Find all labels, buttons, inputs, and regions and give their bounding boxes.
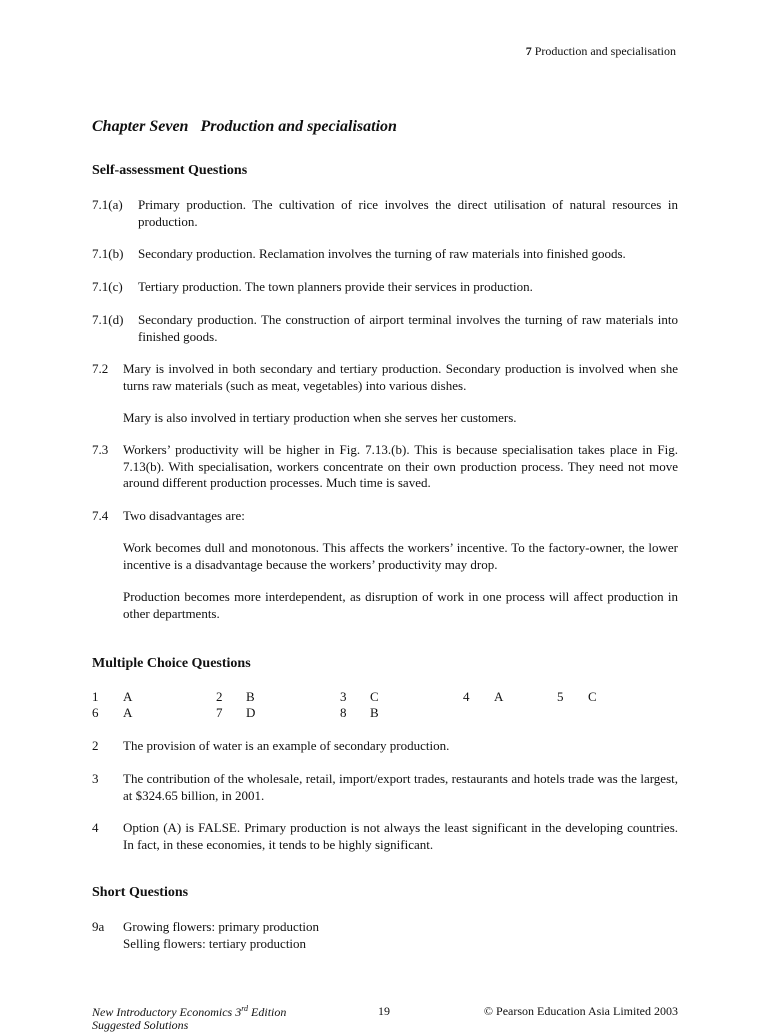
sa-item-7-1d [92,312,678,345]
mc-answer-row-1 [92,689,692,706]
mc-question-number: 2 [216,689,223,704]
sa-item-number: 7.1(b) [92,246,124,261]
mc-explanation-number: 4 [92,820,99,835]
mc-answer: C [370,689,379,704]
mc-answer: A [123,689,133,704]
mc-explanation-text: The contribution of the wholesale, retail, import/export trades, restaurants and hotels trade was the largest, at $324.65 billion, in 2001. [123,771,678,803]
short-question-answer [123,919,678,952]
mc-answer: B [370,705,379,720]
chapter-label: Chapter Seven [92,118,189,135]
short-question-line-1: Growing flowers: primary production [123,919,320,934]
mc-explanation-4 [92,820,678,853]
mc-explanation-text: Option (A) is FALSE. Primary production is not always the least significant in the developing countries. In fact, in these economies, it tends to be highly significant. [123,820,678,852]
mc-answer: A [494,689,504,704]
sa-item-7-4-disadvantage-1: Work becomes dull and monotonous. This affects the workers’ incentive. To the factory-owner, the lower incentive is a disadvantage because the workers’ productivity may drop. [123,540,678,572]
mc-question-number: 4 [463,689,470,704]
mc-question-number: 7 [216,705,223,720]
sa-item-7-2-continuation: Mary is also involved in tertiary production when she serves her customers. [123,410,517,425]
mc-explanation-number: 3 [92,771,99,786]
footer-book-name: New Introductory Economics 3 [92,1005,242,1019]
mc-explanation-2 [92,738,678,755]
sa-item-number: 7.1(d) [92,312,124,327]
short-question-9a [92,919,678,952]
sa-item-text: Secondary production. The construction of airport terminal involves the turning of raw materials into finished goods. [138,312,678,344]
running-head-chapter-number: 7 [525,44,532,58]
running-head-title: Production and specialisation [534,44,676,58]
sa-item-text: Primary production. The cultivation of rice involves the direct utilisation of natural resources in production. [138,197,678,229]
sa-item-number: 7.4 [92,508,109,523]
mc-explanation-3 [92,771,678,804]
running-head [526,44,676,59]
footer-page-number: 19 [378,1004,390,1018]
multiple-choice-heading: Multiple Choice Questions [92,656,251,671]
mc-explanation-text: The provision of water is an example of secondary production. [123,738,450,753]
sa-item-text: Mary is involved in both secondary and tertiary production. Secondary production is involved when she turns raw materials (such as meat, vegetables) into various dishes. [123,361,678,393]
mc-question-number: 1 [92,689,99,704]
sa-item-7-1b [92,246,678,263]
mc-answer: C [588,689,597,704]
sa-item-text: Tertiary production. The town planners provide their services in production. [138,279,533,294]
mc-answer: A [123,705,133,720]
sa-item-number: 7.2 [92,361,109,376]
sa-item-7-4 [92,508,678,525]
short-questions-heading: Short Questions [92,885,189,900]
sa-item-7-4-disadvantage-2: Production becomes more interdependent, as disruption of work in one process will affect production in other departments. [123,589,678,621]
footer-edition-word: Edition [248,1005,287,1019]
sa-item-7-2 [92,361,678,394]
sa-item-number: 7.1(c) [92,279,123,294]
chapter-name: Production and specialisation [200,118,397,135]
sa-item-text: Secondary production. Reclamation involves the turning of raw materials into finished goods. [138,246,626,261]
self-assessment-heading: Self-assessment Questions [92,163,248,178]
mc-question-number: 6 [92,705,99,720]
sa-item-text: Workers’ productivity will be higher in Fig. 7.13.(b). This is because specialisation takes place in Fig. 7.13(b). With specialisation, workers concentrate on their own production process. They need not move around different production processes. Much time is saved. [123,442,678,490]
sa-item-7-1a [92,197,678,230]
mc-answer-row-2 [92,705,692,722]
mc-question-number: 8 [340,705,347,720]
mc-question-number: 3 [340,689,347,704]
chapter-title [92,118,397,136]
sa-item-text: Two disadvantages are: [123,508,245,523]
footer-edition-sup: rd [241,1004,249,1013]
footer-copyright: © Pearson Education Asia Limited 2003 [483,1004,678,1018]
footer-subtitle: Suggested Solutions [92,1018,189,1032]
sa-item-number: 7.1(a) [92,197,123,212]
mc-explanation-number: 2 [92,738,99,753]
short-question-line-2: Selling flowers: tertiary production [123,935,307,951]
sa-item-number: 7.3 [92,442,109,457]
mc-question-number: 5 [557,689,564,704]
short-question-number: 9a [92,919,105,934]
sa-item-7-1c [92,279,678,296]
mc-answer: D [246,705,256,720]
mc-answer: B [246,689,255,704]
sa-item-7-3 [92,442,678,492]
